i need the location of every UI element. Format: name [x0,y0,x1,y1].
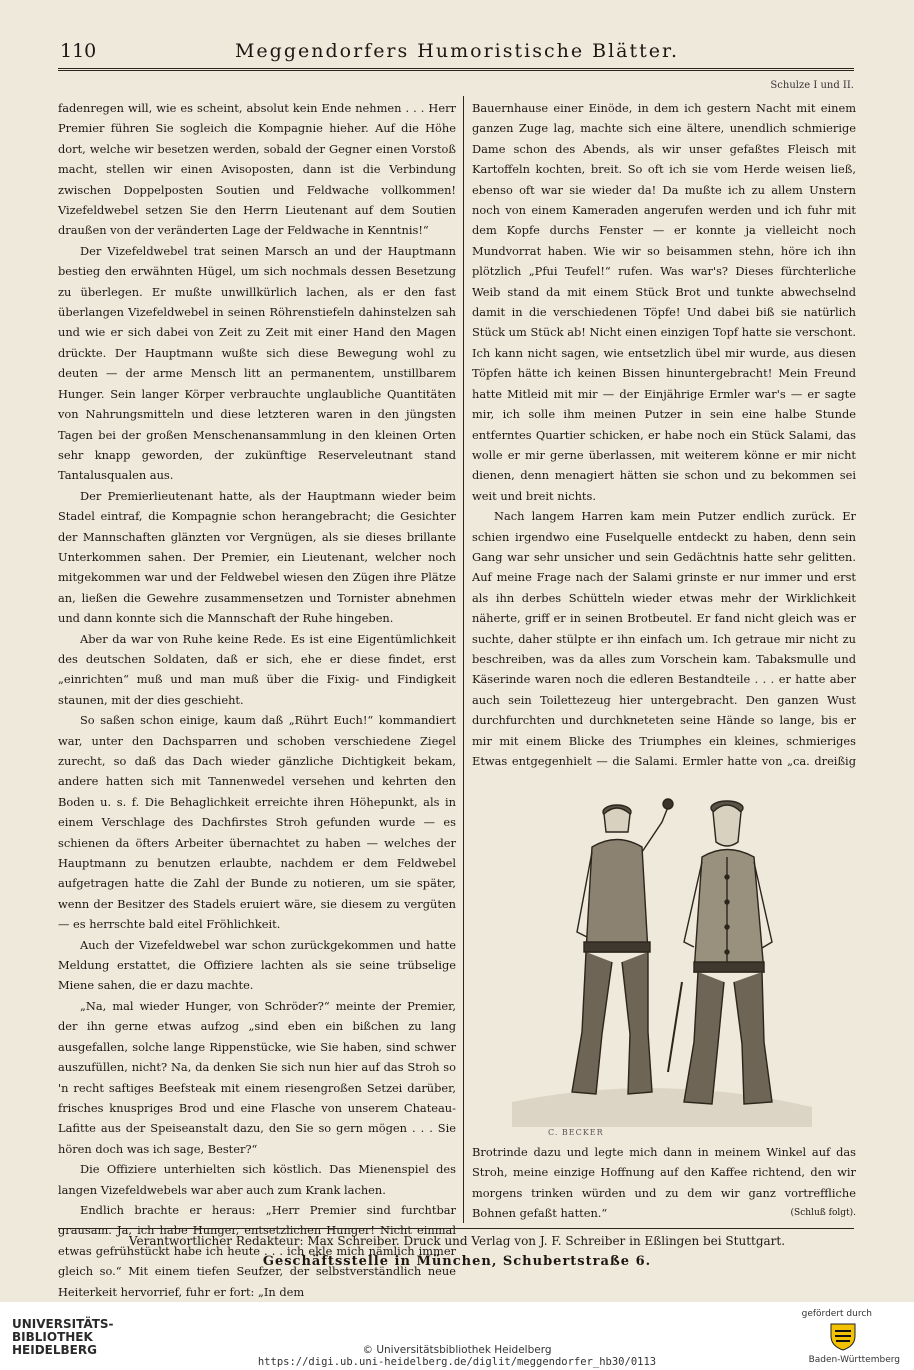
paragraph: Endlich brachte er heraus: „Herr Premier sind furchtbar grausam. Ja, ich habe Hunger, entsetzlichen Hunger! Nicht einmal etwas gefrühstückt habe ich heute . . . ich ekle mich nämlich immer gleich so.“ Mit einem tiefen Seufzer, der selbstverständlich neue Heiterkeit hervorrief, fuhr er fort: „In dem [58,1202,456,1299]
library-name-line: HEIDELBERG [12,1343,97,1357]
left-column [58,98,456,1302]
section-title: Schulze I und II. [770,80,854,91]
page-title: Meggendorfers Humoristische Blätter. [234,40,680,62]
soldiers-drawing [472,772,856,1138]
continued-note: (Schluß folgt). [790,1208,856,1219]
paragraph: Auch der Vizefeldwebel war schon zurückgekommen und hatte Meldung erstattet, die Offiziere lachten als sie seine trübselige Miene sahen, die er dazu machte. [58,937,456,993]
paragraph: Aber da war von Ruhe keine Rede. Es ist eine Eigentümlichkeit des deutschen Soldaten, daß er sich, ehe er diese findet, erst „einrichten“ muß und man muß über die Fixig- und Findigkeit staunen, mit der dies geschieht. [58,631,456,707]
page-header [0,40,914,64]
permalink[interactable]: https://digi.ub.uni-heidelberg.de/diglit/meggendorfer_hb30/0113 [257,1356,657,1368]
paragraph: fadenregen will, wie es scheint, absolut kein Ende nehmen . . . Herr Premier führen Sie sogleich die Kompagnie hieher. Auf die Höhe dort, welche wir besetzen werden, sobald der Gegner einen Vorstoß macht, stellen wir einen Avisoposten, dann ist die Verbindung zwischen Doppelposten Soutien und Feldwache vollkommen! Vizefeldwebel setzen Sie den Herrn Lieutenant auf dem Soutien draußen von der veränderten Lage der Feldwache in Kenntnis!“ [58,101,456,238]
copyright: © Universitätsbibliothek Heidelberg [362,1344,552,1356]
paragraph: Der Vizefeldwebel trat seinen Marsch an und der Hauptmann bestieg den erwähnten Hügel, um sich nochmals dessen Besetzung zu überlegen. Er mußte unwillkürlich lachen, als er den fast überlangen Vizefeldwebel in seinen Röhrenstiefeln dahinstelzen sah und wie er sich dabei von Zeit zu Zeit mit einer Hand den Magen drückte. Der Hauptmann wußte sich diese Bewegung wohl zu deuten — der arme Mensch litt an permanentem, unstillbarem Hunger. Sein langer Körper verbrauchte unglaubliche Quantitäten von Nahrungsmitteln und diese letzteren waren in den jüngsten Tagen bei der großen Menschenansammlung in den kleinen Orten sehr knapp geworden, der zukünftige Reserveleutnant stand Tantalusqualen aus. [58,243,456,483]
paragraph: Bauernhause einer Einöde, in dem ich gestern Nacht mit einem ganzen Zuge lag, machte sich eine ältere, unendlich schmierige Dame schon des Abends, als wir unser gefaßtes Fleisch mit Kartoffeln kochten, breit. So oft ich sie vom Herde weisen ließ, ebenso oft war sie wieder da! Da mußte ich zu allem Unstern noch von einem Kameraden angerufen werden und ich fuhr mit dem Kopfe durchs Fenster — er konnte ja vielleicht noch Mundvorrat haben. Wie wir so beisammen stehn, höre ich ihn plötzlich „Pfui Teufel!“ rufen. Was war's? Dieses fürchterliche Weib stand da mit einem Stück Brot und tunkte abwechselnd damit in die verschiedenen Töpfe! Und dabei biß sie natürlich Stück um Stück ab! Nicht einen einzigen Topf hatte sie verschont. Ich kann nicht sagen, wie entsetzlich übel mir wurde, aus diesen Töpfen hätte ich keinen Bissen hinuntergebracht! Mein Freund hatte Mitleid mit mir — der Einjährige Ermler war's — er sagte mir, ich solle ihm meinen Putzer in sein eine halbe Stunde entferntes Quartier schicken, er habe noch ein Stück Salami, das wolle er mir gerne überlassen, mit weiterem könne er mir nicht dienen, denn menagiert hätten sie schon und zu bekommen sei weit und breit nichts. [472,101,856,503]
paragraph: Die Offiziere unterhielten sich köstlich. Das Mienenspiel des langen Vizefeldwebels war aber auch zum Krank lachen. [58,1162,456,1197]
paragraph [472,1142,856,1224]
library-name-line: UNIVERSITÄTS- [12,1317,114,1331]
paragraph: So saßen schon einige, kaum daß „Rührt Euch!“ kommandiert war, unter den Dachsparren und schoben verschiedene Ziegel zurecht, so daß das Dach wieder gänzliche Dichtigkeit bekam, andere hatten sich mit Tannenwedel versehen und kehrten den Boden u. s. f. Die Behaglichkeit erreichte ihren Höhepunkt, als in einem Verschlage des Dachfirstes Stroh gefunden wurde — es schienen da öfters Arbeiter übernachtet zu haben — welches der Hauptmann zu benutzen erlaubte, nachdem er dem Feldwebel aufgetragen hatte die Zahl der Bunde zu notieren, um sie später, wenn der Besitzer des Stadels eruiert wäre, sie diesem zu vergüten — es herrschte bald eitel Fröhlichkeit. [58,713,456,932]
coat-of-arms-icon[interactable] [827,1320,859,1352]
page-number: 110 [60,40,97,62]
paragraph: Nach langem Harren kam mein Putzer endlich zurück. Er schien irgendwo eine Fuselquelle entdeckt zu haben, denn sein Gang war sehr unsicher und sein Gedächtnis hatte sehr gelitten. Auf meine Frage nach der Salami grinste er nur immer und erst als ihn derbes Schütteln wieder etwas mehr der Wirklichkeit näherte, griff er in seinen Brotbeutel. Er fand nicht gleich was er suchte, daher stülpte er ihn einfach um. Ich getraue mir nicht zu beschreiben, was da alles zum Vorschein kam. Tabaksmulle und Käserinde waren noch die edleren Bestandteile . . . er hatte aber auch sein Toilettezeug hier untergebracht. Den ganzen Wust durchfurchten und durchkneteten seine Hände so lange, bis er mir mit einem Blicke des Triumphes ein kleines, schmieriges Etwas entgegenhielt — die Salami. Ermler hatte von „ca. dreißig [472,509,856,768]
right-column [472,98,856,853]
library-name-line: BIBLIOTHEK [12,1330,93,1344]
imprint: Verantwortlicher Redakteur: Max Schreiber. Druck und Verlag von J. F. Schreiber in Eßlingen bei Stuttgart. [128,1234,786,1248]
paragraph: Der Premierlieutenant hatte, als der Hauptmann wieder beim Stadel eintraf, die Kompagnie schon herangebracht; die Gesichter der Mannschaften glänzten vor Vergnügen, als sie dieses brillante Unterkommen sahen. Der Premier, ein Lieutenant, welcher noch mitgekommen war und der Feldwebel wiesen den Zügen ihre Plätze an, ließen die Gewehre zusammensetzen und Tornister abnehmen und dann konnte sich die Mannschaft der Ruhe hingeben. [58,488,456,626]
header-rule-double [58,70,854,71]
illustration-soldiers [472,772,856,1138]
funded-by-label: gefördert durch [801,1309,872,1319]
illustrator-signature: C. BECKER [548,1128,604,1137]
state-label: Baden-Württemberg [808,1355,900,1365]
paragraph-text: Brotrinde dazu und legte mich dann in meinem Winkel auf das Stroh, meine einzige Hoffnung auf den Kaffee richtend, den wir morgens trinken würden und zu dem wir ganz vortreffliche Bohnen gefaßt hatten.“ [472,1145,856,1221]
column-divider [463,96,464,1223]
office-address: Geschäftsstelle in München, Schubertstraße 6. [262,1254,652,1269]
right-column-continuation [472,1142,856,1224]
footer-rule [58,1228,854,1229]
paragraph: „Na, mal wieder Hunger, von Schröder?“ meinte der Premier, der ihn gerne etwas aufzog „sind eben ein bißchen zu lang ausgefallen, solche lange Rippenstücke, wie Sie haben, sind schwer auszufüllen, nicht? Na, da denken Sie sich nun hier auf das Stroh so 'n recht saftiges Beefsteak mit einem riesengroßen Setzei darüber, frisches knuspriges Brod und eine Flasche von unserem Chateau-Lafitte aus der Speiseanstalt dazu, den Sie so gern mögen . . . Sie hören doch was ich sage, Bester?“ [58,998,456,1156]
header-rule [58,68,854,69]
